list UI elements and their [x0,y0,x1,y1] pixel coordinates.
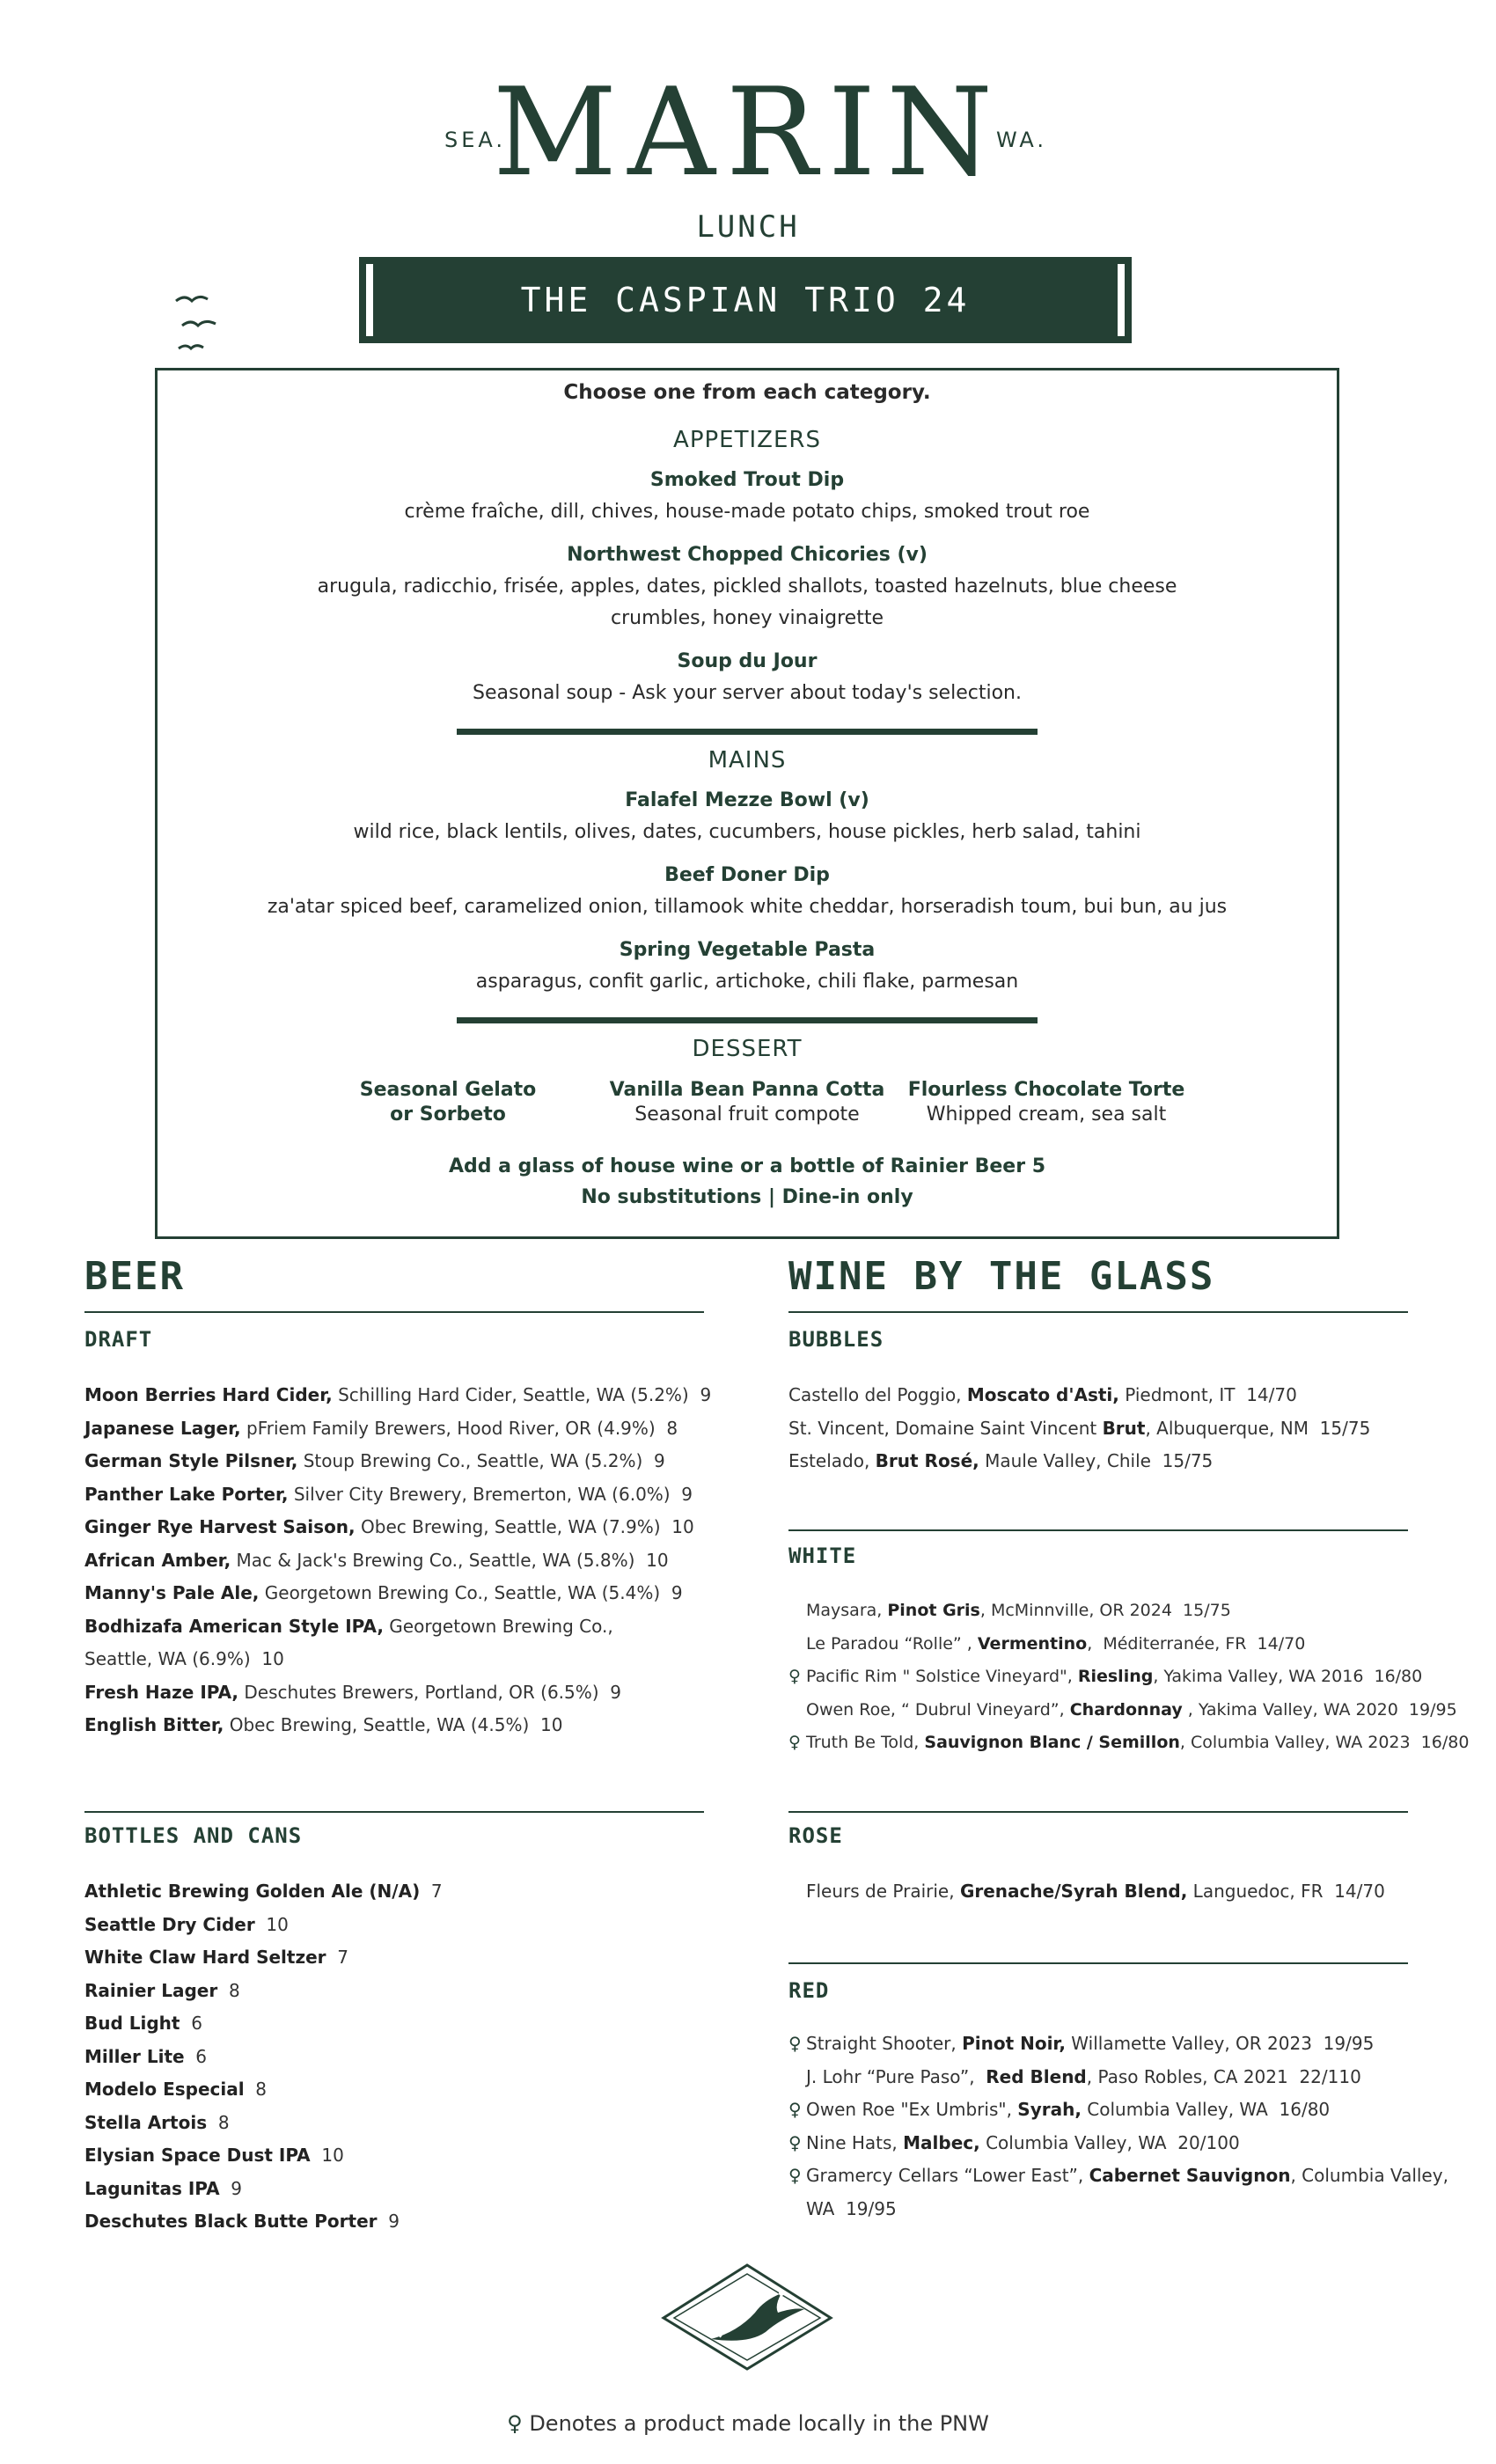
bottles-rule [84,1811,704,1813]
beer-list-item [84,2205,718,2239]
wine-varietal: Pinot Noir, [962,2033,1066,2054]
wine-detail: Maule Valley, Chile 15/75 [979,1450,1214,1471]
beer-detail: 10 [310,2145,344,2166]
bubbles-title: BUBBLES [788,1327,884,1352]
wine-producer: Owen Roe "Ex Umbris", [806,2099,1018,2120]
dessert-desc: Seasonal fruit compote [634,1104,860,1126]
beer-detail: 6 [184,2045,208,2067]
wine-producer: Estelado, [788,1450,876,1471]
beer-detail: Seattle, WA (6.9%) 10 [84,1648,284,1669]
wine-producer: Castello del Poggio, [788,1384,967,1405]
wine-producer: Pacific Rim " Solstice Vineyard", [806,1667,1078,1686]
beer-list-item [84,1511,718,1544]
dessert-item [897,1078,1196,1127]
white-list [788,1595,1475,1760]
beer-list-item [84,1478,718,1512]
menu-item-name: Falafel Mezze Bowl (v) [625,789,869,811]
beer-detail: Stoup Brewing Co., Seattle, WA (5.2%) 9 [297,1450,665,1471]
local-pin-icon: ♀ [788,2033,802,2054]
banner-title: THE CASPIAN TRIO 24 [380,271,1111,329]
birds-icon [172,290,233,361]
menu-item-name: Beef Doner Dip [664,864,830,886]
dessert-name: Flourless Chocolate Torte [907,1079,1185,1101]
menu-item-name: Spring Vegetable Pasta [619,939,876,961]
category-dessert: DESSERT [692,1036,803,1062]
wine-list-item [788,1727,1475,1760]
beer-detail: Obec Brewing, Seattle, WA (7.9%) 10 [355,1516,694,1537]
beer-name: Miller Lite [84,2045,185,2067]
beer-list-item [84,2107,718,2140]
beer-list-item [84,1610,718,1644]
location-left-tag: SEA. [444,128,507,152]
beer-list-item [84,1676,718,1710]
wine-list-item [788,2094,1475,2127]
local-legend [0,2411,1496,2436]
beer-name: Seattle Dry Cider [84,1913,255,1935]
wine-list-item [788,1875,1457,1909]
menu-item-desc: Seasonal soup - Ask your server about today's selection. [473,682,1022,704]
menu-item-desc: za'atar spiced beef, caramelized onion, tillamook white cheddar, horseradish toum, bui bun, au jus [267,896,1228,918]
beer-list-item [84,1875,718,1909]
beer-list-item [84,2139,718,2173]
wine-list-item [788,1628,1475,1661]
pin-icon: ♀ [507,2411,523,2436]
beer-detail: 8 [217,1979,240,2001]
beer-detail: Silver City Brewery, Bremerton, WA (6.0%) 9 [288,1483,693,1505]
wine-varietal: Riesling [1077,1667,1154,1686]
wine-varietal: Sauvignon Blanc / Semillon [924,1733,1180,1752]
addon-offer: Add a glass of house wine or a bottle of Rainier Beer 5 [448,1155,1046,1177]
beer-name: Lagunitas IPA [84,2177,220,2199]
beer-list-item [84,1412,718,1446]
beer-list-item [84,1544,718,1578]
menu-item-name: Northwest Chopped Chicories (v) [567,544,928,566]
wine-producer: Straight Shooter, [806,2033,963,2054]
beer-name: English Bitter, [84,1714,224,1735]
wine-detail: Columbia Valley, WA 16/80 [1081,2099,1331,2120]
beer-name: Moon Berries Hard Cider, [84,1384,333,1405]
local-pin-icon: ♀ [788,2165,802,2186]
dessert-name: Vanilla Bean Panna Cotta [609,1079,885,1101]
location-right-tag: WA. [996,128,1048,152]
draft-title: DRAFT [84,1327,153,1352]
wine-detail: , Méditerranée, FR 14/70 [1087,1633,1306,1654]
wine-rule [788,1311,1408,1313]
wine-list-item [788,2028,1475,2061]
wine-list-item [788,1412,1457,1446]
beer-detail: 9 [377,2211,400,2232]
local-pin-icon: ♀ [788,1733,801,1752]
beer-list-item [84,1445,718,1478]
bottles-title: BOTTLES AND CANS [84,1823,303,1848]
wine-list-item [788,1661,1475,1694]
red-title: RED [788,1978,830,2003]
restaurant-logo: MARIN [492,62,1004,203]
beer-name: Fresh Haze IPA, [84,1681,239,1703]
beer-detail: 8 [207,2111,230,2133]
beer-name: German Style Pilsner, [84,1450,298,1471]
white-title: WHITE [788,1544,857,1568]
red-rule [788,1962,1408,1964]
wine-list-item [788,1694,1475,1727]
rose-rule [788,1811,1408,1813]
beer-name: Modelo Especial [84,2079,245,2100]
trio-instruction: Choose one from each category. [563,381,931,404]
beer-name: Ginger Rye Harvest Saison, [84,1516,356,1537]
beer-list-item [84,1643,718,1676]
beer-name: Stella Artois [84,2111,208,2133]
beer-detail: Georgetown Brewing Co., [383,1615,613,1637]
beer-detail: 8 [244,2079,268,2100]
menu-header [0,0,1496,370]
wine-producer: Fleurs de Prairie, [806,1881,960,1902]
beer-name: Elysian Space Dust IPA [84,2145,311,2166]
beer-detail: 9 [219,2177,243,2199]
wine-producer: Nine Hats, [806,2131,904,2153]
draft-list [84,1379,718,1742]
caspian-trio-banner [359,257,1132,343]
beer-detail: 10 [254,1913,289,1935]
caspian-trio-box [155,368,1339,1239]
wine-detail: , Columbia Valley, WA 2023 16/80 [1179,1733,1470,1752]
beer-title: BEER [84,1254,185,1299]
beer-detail: Obec Brewing, Seattle, WA (4.5%) 10 [224,1714,563,1735]
wine-producer: Maysara, [806,1601,888,1620]
wine-detail: , Yakima Valley, WA 2016 16/80 [1153,1667,1423,1686]
wine-list-item [788,1445,1457,1478]
rose-list [788,1875,1457,1909]
beer-name: Manny's Pale Ale, [84,1582,260,1603]
rose-title: ROSE [788,1823,843,1848]
beer-detail: 7 [326,1947,348,1968]
wine-list-item [788,1379,1457,1412]
wine-list-item [788,2061,1475,2094]
dessert-desc: Whipped cream, sea salt [926,1104,1167,1126]
menu-item-name: Soup du Jour [677,650,818,672]
beer-list-item [84,2041,718,2074]
wine-list-item [788,2193,1475,2226]
beer-detail: pFriem Family Brewers, Hood River, OR (4.9%) 8 [240,1417,678,1439]
wine-producer: J. Lohr “Pure Paso”, [806,2065,986,2087]
beer-detail: Georgetown Brewing Co., Seattle, WA (5.4%) 9 [259,1582,683,1603]
local-pin-icon: ♀ [788,1667,801,1686]
wine-list-item [788,1595,1475,1628]
policy-note: No substitutions | Dine-in only [581,1186,913,1208]
wine-detail: , McMinnville, OR 2024 15/75 [979,1601,1231,1620]
beer-name: African Amber, [84,1549,231,1571]
local-pin-icon: ♀ [788,2099,802,2120]
menu-item-desc: arugula, radicchio, frisée, apples, dates, pickled shallots, toasted hazelnuts, blue cheese crumbles, honey vinaigrette [317,576,1177,629]
wine-detail: , Columbia Valley, [1290,2165,1448,2186]
beer-list-item [84,1975,718,2008]
wine-list-item [788,2160,1475,2193]
dessert-name: Seasonal Gelato or Sorbeto [359,1079,537,1126]
wine-producer: Truth Be Told, [806,1733,925,1752]
wine-varietal: Moscato d'Asti, [966,1384,1119,1405]
beer-detail: Deschutes Brewers, Portland, OR (6.5%) 9 [238,1681,622,1703]
beer-detail: 7 [420,1881,443,1902]
menu-item-desc: asparagus, confit garlic, artichoke, chili flake, parmesan [475,971,1019,993]
red-list [788,2028,1475,2226]
beer-list-item [84,2007,718,2041]
wine-detail: , Paso Robles, CA 2021 22/110 [1086,2065,1361,2087]
wine-varietal: Syrah, [1017,2099,1082,2120]
beer-list-item [84,2073,718,2107]
menu-item-desc: crème fraîche, dill, chives, house-made potato chips, smoked trout roe [404,501,1090,523]
wine-varietal: Chardonnay [1069,1699,1183,1720]
beer-list-item [84,2173,718,2206]
wine-varietal: Grenache/Syrah Blend, [959,1881,1188,1902]
beer-name: Rainier Lager [84,1979,218,2001]
wine-detail: , Yakima Valley, WA 2020 19/95 [1182,1699,1457,1720]
beer-list-item [84,1909,718,1942]
wine-detail: Columbia Valley, WA 20/100 [979,2131,1240,2153]
wine-varietal: Brut Rosé, [875,1450,979,1471]
wine-varietal: Malbec, [903,2131,980,2153]
wine-detail: Piedmont, IT 14/70 [1118,1384,1297,1405]
dessert-item [598,1078,897,1127]
wine-detail: Languedoc, FR 14/70 [1187,1881,1385,1902]
wine-producer: Le Paradou “Rolle” , [806,1633,978,1654]
beer-list-item [84,1379,718,1412]
wine-producer: WA 19/95 [806,2197,897,2219]
white-rule [788,1529,1408,1531]
beer-list-item [84,1709,718,1742]
beer-detail: Mac & Jack's Brewing Co., Seattle, WA (5.8%) 10 [231,1549,669,1571]
beer-detail: Schilling Hard Cider, Seattle, WA (5.2%) 9 [332,1384,712,1405]
section-divider [457,729,1038,735]
wine-producer: Owen Roe, “ Dubrul Vineyard”, [806,1699,1070,1720]
section-divider [457,1017,1038,1023]
wine-varietal: Red Blend [986,2065,1087,2087]
category-mains: MAINS [708,747,787,774]
wine-detail: , Albuquerque, NM 15/75 [1145,1417,1371,1439]
bird-emblem-icon [658,2258,836,2372]
wine-varietal: Cabernet Sauvignon [1089,2165,1291,2186]
menu-item-desc: wild rice, black lentils, olives, dates, cucumbers, house pickles, herb salad, tahini [353,821,1141,843]
wine-producer: St. Vincent, Domaine Saint Vincent [788,1417,1103,1439]
beer-name: Panther Lake Porter, [84,1483,289,1505]
beer-list-item [84,1941,718,1975]
wine-varietal: Vermentino [977,1633,1088,1654]
beer-name: White Claw Hard Seltzer [84,1947,326,1968]
category-appetizers: APPETIZERS [673,427,821,453]
bottles-list [84,1875,718,2239]
wine-varietal: Brut [1102,1417,1146,1439]
beer-name: Deschutes Black Butte Porter [84,2211,378,2232]
beer-detail: 6 [180,2013,202,2034]
wine-producer: Gramercy Cellars “Lower East”, [806,2165,1089,2186]
beer-name: Japanese Lager, [84,1417,241,1439]
bubbles-list [788,1379,1457,1478]
meal-period: LUNCH [696,209,800,245]
beer-list-item [84,1577,718,1610]
wine-varietal: Pinot Gris [887,1601,980,1620]
beer-name: Athletic Brewing Golden Ale (N/A) [84,1881,421,1902]
legend-text: Denotes a product made locally in the PNW [529,2411,989,2436]
wine-list-item [788,2127,1475,2160]
local-pin-icon: ♀ [788,2131,802,2153]
dessert-row [158,1078,1337,1127]
beer-name: Bud Light [84,2013,180,2034]
wine-title: WINE BY THE GLASS [788,1254,1215,1299]
dessert-item [298,1078,598,1127]
beer-name: Bodhizafa American Style IPA, [84,1615,384,1637]
menu-item-name: Smoked Trout Dip [649,469,845,491]
wine-detail: Willamette Valley, OR 2023 19/95 [1065,2033,1375,2054]
beer-rule [84,1311,704,1313]
